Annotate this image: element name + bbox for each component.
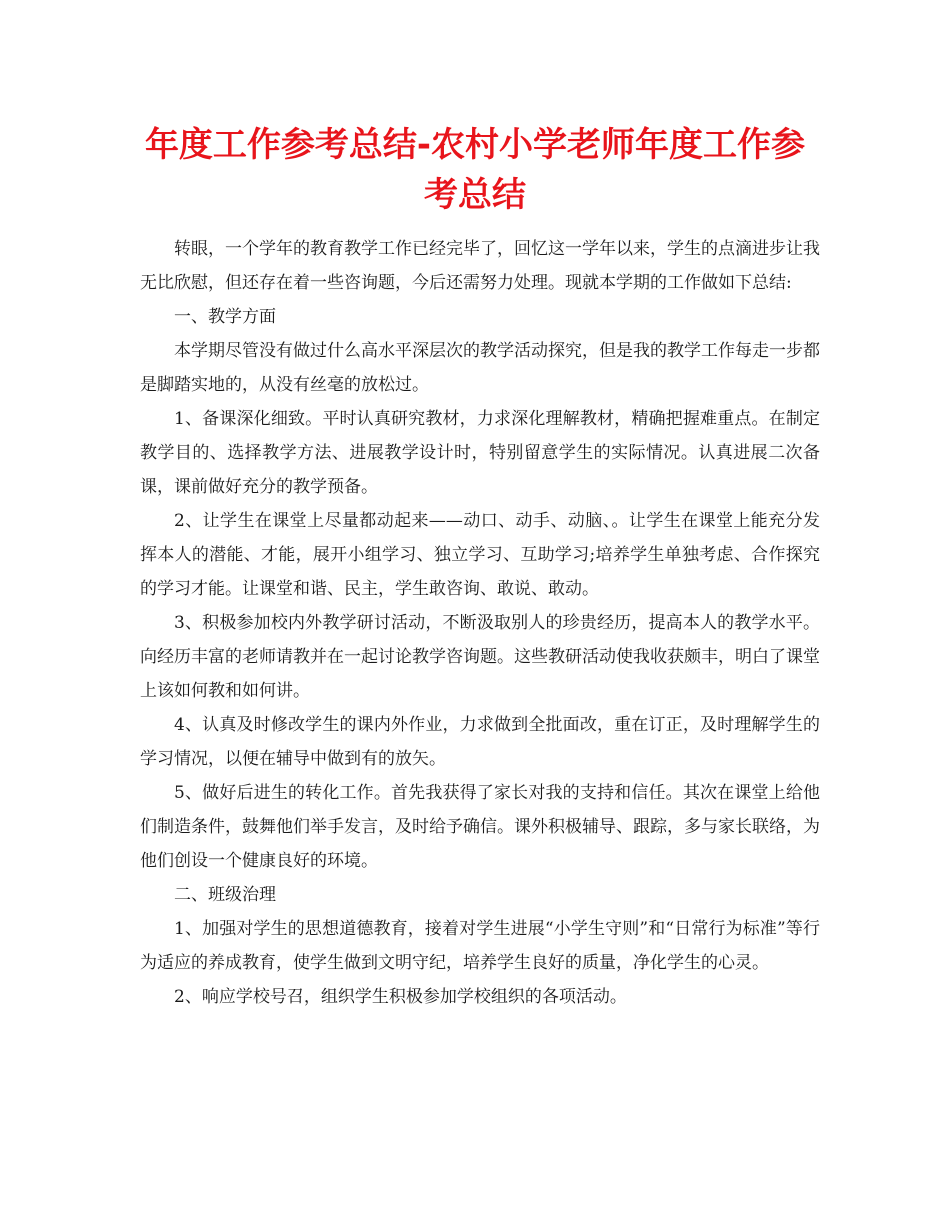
paragraph-teaching-overview: 本学期尽管没有做过什么高水平深层次的教学活动探究，但是我的教学工作每走一步都是脚踏实地的，从没有丝毫的放松过。	[140, 341, 820, 395]
paragraph-item-2: 2、让学生在课堂上尽量都动起来——动口、动手、动脑、。让学生在课堂上能充分发挥本人的潜能、才能，展开小组学习、独立学习、互助学习;培养学生单独考虑、合作探究的学习才能。让课堂和谐、民主，学生敢咨询、敢说、敢动。	[140, 511, 820, 599]
section-heading-teaching: 一、教学方面	[174, 307, 276, 327]
paragraph-class-item-1: 1、加强对学生的思想道德教育，接着对学生进展“小学生守则”和“日常行为标准”等行为适应的养成教育，使学生做到文明守纪，培养学生良好的质量，净化学生的心灵。	[140, 919, 820, 973]
document-body	[140, 232, 820, 1014]
paragraph-intro: 转眼，一个学年的教育教学工作已经完毕了，回忆这一学年以来，学生的点滴进步让我无比欣慰，但还存在着一些咨询题，今后还需努力处理。现就本学期的工作做如下总结:	[140, 239, 820, 293]
paragraph-item-1: 1、备课深化细致。平时认真研究教材，力求深化理解教材，精确把握难重点。在制定教学目的、选择教学方法、进展教学设计时，特别留意学生的实际情况。认真进展二次备课，课前做好充分的教学预备。	[140, 409, 820, 497]
section-heading-class-management: 二、班级治理	[174, 885, 276, 905]
document-title: 年度工作参考总结-农村小学老师年度工作参考总结	[144, 125, 806, 215]
paragraph-item-4: 4、认真及时修改学生的课内外作业，力求做到全批面改，重在订正，及时理解学生的学习情况，以便在辅导中做到有的放矢。	[140, 715, 820, 769]
paragraph-class-item-2: 2、响应学校号召，组织学生积极参加学校组织的各项活动。	[174, 987, 627, 1007]
paragraph-item-3: 3、积极参加校内外教学研讨活动，不断汲取别人的珍贵经历，提高本人的教学水平。向经历丰富的老师请教并在一起讨论教学咨询题。这些教研活动使我收获颇丰，明白了课堂上该如何教和如何讲。	[140, 613, 820, 701]
paragraph-item-5: 5、做好后进生的转化工作。首先我获得了家长对我的支持和信任。其次在课堂上给他们制造条件，鼓舞他们举手发言，及时给予确信。课外积极辅导、跟踪，多与家长联络，为他们创设一个健康良好的环境。	[140, 783, 820, 871]
